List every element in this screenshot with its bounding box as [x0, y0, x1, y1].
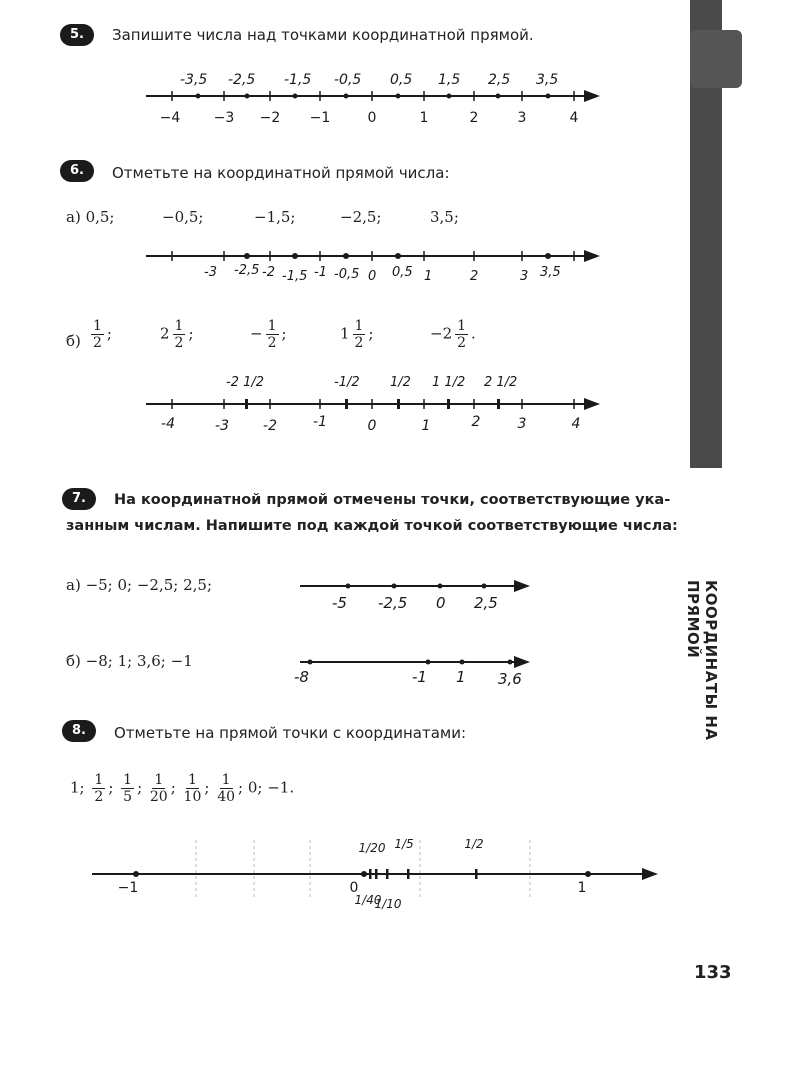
hw-label: -0,5: [334, 267, 360, 282]
task-7b-number-line: [290, 648, 550, 692]
tick-label: 4: [569, 110, 579, 126]
tick-label: 0: [349, 880, 359, 896]
task-6b-item: 1 $\frac{1}{2}$ ;: [340, 318, 374, 351]
hw-label: -5: [332, 594, 347, 612]
task-7-title-line2: занным числам. Напишите под каждой точкой соответствующие числа:: [66, 518, 678, 534]
tick-label: -1: [313, 414, 327, 430]
hw-label: 1/5: [394, 837, 414, 851]
hw-label: -3,5: [180, 72, 208, 88]
hw-label: -2: [262, 265, 275, 280]
hw-label: -1,5: [282, 269, 308, 284]
task-7-title-line1: На координатной прямой отмечены точки, соответствующие ука-: [114, 492, 671, 508]
hw-label: 2,5: [474, 594, 498, 612]
task-6a-number-line: [0, 240, 680, 290]
hw-label: 1: [456, 668, 466, 686]
hw-label: -2 1/2: [226, 375, 265, 390]
tick-label: 1: [421, 418, 431, 434]
task-5-badge: 5.: [60, 24, 94, 46]
tick-label: −1: [117, 880, 139, 896]
hw-label: 2,5: [488, 72, 511, 88]
tick-label: -2: [263, 418, 277, 434]
hw-label: 1/20: [358, 841, 386, 855]
tick-label: 2: [471, 414, 481, 430]
tick-label: 3: [517, 416, 527, 432]
tick-label: −2: [259, 110, 281, 126]
hw-label: 2: [470, 269, 479, 284]
hw-label: 0: [368, 269, 377, 284]
hw-label: -2,5: [378, 594, 408, 612]
task-6b-number-line: [0, 364, 680, 440]
hw-label: 3,5: [536, 72, 559, 88]
tick-label: 3: [517, 110, 527, 126]
hw-label: 3,5: [540, 265, 561, 280]
hw-label: -2,5: [228, 72, 256, 88]
hw-label: 3: [520, 269, 529, 284]
task-5-number-line: [0, 60, 680, 130]
task-7a-number-line: [290, 572, 550, 616]
axis-arrow: [584, 90, 600, 102]
task-7-badge: 7.: [62, 488, 96, 510]
task-5-title: Запишите числа над точками координатной прямой.: [112, 26, 534, 44]
section-title: КООРДИНАТЫ НА ПРЯМОЙ: [684, 580, 720, 741]
task-8-title: Отметьте на прямой точки с координатами:: [114, 724, 467, 742]
tick-label: −3: [213, 110, 235, 126]
hw-label: 0,5: [392, 265, 413, 280]
hw-label: -1,5: [284, 72, 312, 88]
hw-label: 0: [436, 594, 446, 612]
task-6b-item: − $\frac{1}{2}$ ;: [250, 318, 287, 351]
task-6-title: Отметьте на координатной прямой числа:: [112, 164, 450, 182]
tick-label: −1: [309, 110, 331, 126]
task-7b-label: б) −8; 1; 3,6; −1: [66, 652, 193, 670]
tick-label: 0: [367, 418, 377, 434]
task-6a-item: 3,5;: [430, 208, 459, 226]
task-7a-label: а) −5; 0; −2,5; 2,5;: [66, 576, 213, 594]
task-6b-item: $\frac{1}{2}$ ;: [93, 318, 112, 351]
hw-label: -1: [314, 265, 327, 280]
task-6-badge: 6.: [60, 160, 94, 182]
tick-label: −4: [159, 110, 181, 126]
task-6b-item: 2 $\frac{1}{2}$ ;: [160, 318, 194, 351]
task-8-list: 1; $\frac{1}{2}$ ; $\frac{1}{5}$ ; $\frac{1}{20}$ ; $\frac{1}{10}$ ; $\frac{1}{40}$ ; 0; −1.: [70, 772, 295, 805]
task-6a-label: а) 0,5;: [66, 208, 115, 226]
tick-label: 2: [469, 110, 479, 126]
hw-label: 1/2: [390, 375, 411, 390]
tick-label: 4: [571, 416, 581, 432]
hw-label: 1: [424, 269, 433, 284]
hw-label: -8: [294, 668, 309, 686]
tick-label: -3: [215, 418, 229, 434]
sidebar-tab: [690, 30, 742, 88]
hw-label: -1/2: [334, 375, 360, 390]
hw-label: -1: [412, 668, 427, 686]
tick-label: 1: [419, 110, 429, 126]
hw-label: 1/40: [354, 893, 382, 907]
hw-label: 1/10: [374, 897, 402, 911]
hw-label: 0,5: [390, 72, 413, 88]
task-6a-item: −1,5;: [254, 208, 296, 226]
task-6a-item: −2,5;: [340, 208, 382, 226]
task-6b-label: б): [66, 332, 81, 350]
task-6a-item: −0,5;: [162, 208, 204, 226]
hw-label: -3: [204, 265, 217, 280]
tick-label: 1: [577, 880, 587, 896]
task-8-number-line: [0, 834, 680, 924]
hw-label: -2,5: [234, 263, 260, 278]
tick-label: 0: [367, 110, 377, 126]
task-8-badge: 8.: [62, 720, 96, 742]
tick-label: -4: [161, 416, 175, 432]
hw-label: 3,6: [498, 670, 522, 688]
hw-label: 2 1/2: [484, 375, 518, 390]
hw-label: -0,5: [334, 72, 362, 88]
task-6b-item: −2 $\frac{1}{2}$ .: [430, 318, 476, 351]
hw-label: 1,5: [438, 72, 461, 88]
page-number: 133: [694, 962, 732, 983]
hw-label: 1/2: [464, 837, 484, 851]
hw-label: 1 1/2: [432, 375, 466, 390]
